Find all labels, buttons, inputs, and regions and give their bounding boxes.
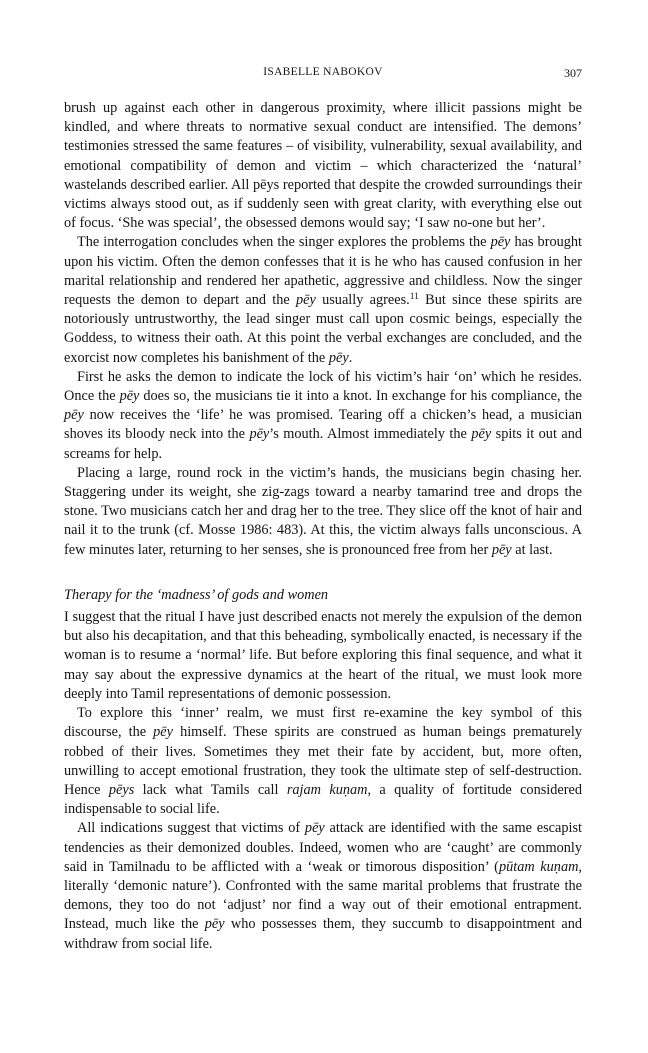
italic-term: pēy bbox=[119, 388, 140, 405]
italic-term: pēy bbox=[491, 541, 512, 558]
italic-term: pēy bbox=[249, 426, 270, 443]
body-text bbox=[64, 99, 582, 954]
italic-term: pēy bbox=[328, 349, 349, 366]
section-heading: Therapy for the ‘madness’ of gods and women bbox=[64, 586, 329, 603]
paragraph: To explore this ‘inner’ realm, we must first re-examine the key symbol of this discourse, the pēy himself. These spirits are construed as human beings prematurely robbed of their lives. Sometimes they met their fate by accident, but, more often, unwilling to accept emotional frustration, they took the ultimate step of self-destruction. Hence pēys lack what Tamils call rajam kuṇam, a quality of fortitude considered indispensable to social life. bbox=[64, 705, 583, 818]
page-number: 307 bbox=[564, 66, 582, 80]
running-head-author: ISABELLE NABOKOV bbox=[263, 66, 383, 78]
italic-term: pēys bbox=[108, 781, 135, 798]
italic-term: pēy bbox=[490, 234, 511, 251]
paragraph: brush up against each other in dangerous proximity, where illicit passions might be kindled, and where threats to normative sexual conduct are intensified. The demons’ testimonies stressed the same features – of visibility, vulnerability, sexual availability, and emotional compatibility of demon and victim – which characterized the ‘natural’ wastelands described earlier. All pēys reported that despite the crowded surroundings their victims always stood out, as if suddenly seen with great clarity, with everything else out of focus. ‘She was special’, the obsessed demons would say; ‘I saw no-one but her’. bbox=[64, 100, 582, 232]
italic-term: pēy bbox=[295, 292, 316, 309]
paragraph: The interrogation concludes when the singer explores the problems the pēy has brought upon his victim. Often the demon confesses that it is he who has caused confusion in her marital relationship and rendered her apathetic, aggressive and childless. Now the singer requests the demon to depart and the pēy usually agrees.$^{11}$ But since these spirits are notoriously untrustworthy, the lead singer must call upon cosmic beings, especially the Goddess, to witness their oath. At this point the verbal exchanges are concluded, and the exorcist now completes his banishment of the pēy. bbox=[64, 234, 583, 366]
paragraph: Placing a large, round rock in the victim’s hands, the musicians begin chasing her. Staggering under its weight, she zig-zags toward a nearby tamarind tree and drops the stone. Two musicians catch her and drag her to the tree. They slice off the knot of hair and nail it to the trunk (cf. Mosse 1986: 483). At this, the victim always falls unconscious. A few minutes later, returning to her senses, she is pronounced free from her pēy at last. bbox=[64, 464, 582, 558]
italic-term: pūtam kuṇam bbox=[498, 858, 579, 875]
italic-term: rajam kuṇam bbox=[286, 781, 368, 798]
italic-term: pēy bbox=[471, 426, 492, 443]
running-head bbox=[64, 66, 582, 84]
italic-term: pēy bbox=[64, 407, 84, 424]
footnote-marker: 11 bbox=[409, 292, 419, 303]
paragraph: First he asks the demon to indicate the lock of his victim’s hair ‘on’ which he resides. Once the pēy does so, the musicians tie it into a knot. In exchange for his compliance, the pēy now receives the ‘life’ he was promised. Tearing off a chicken’s head, a musician shoves its bloody neck into the pēy’s mouth. Almost immediately the pēy spits it out and screams for help. bbox=[64, 368, 583, 462]
italic-term: pēy bbox=[304, 820, 325, 837]
italic-term: pēy bbox=[204, 916, 225, 933]
italic-term: pēy bbox=[153, 724, 173, 741]
paragraph: All indications suggest that victims of pēy attack are identified with the same escapist tendencies as their demonized doubles. Indeed, women who are ‘caught’ are commonly said in Tamilnadu to be afflicted with a ‘weak or timorous disposition’ (pūtam kuṇam, literally ‘demonic nature’). Confronted with the same marital problems that frustrate the demons, they too do not ‘adjust’ nor find a way out of their emotional entrapment. Instead, much like the pēy who possesses them, they succumb to disappointment and withdraw from social life. bbox=[64, 820, 583, 952]
paragraph: I suggest that the ritual I have just described enacts not merely the expulsion of the demon but also his decapitation, and that this beheading, symbolically enacted, is necessary if the woman is to resume a ‘normal’ life. But before exploring this final sequence, and what it may say about the expressive dynamics at the heart of the ritual, we must look more deeply into Tamil representations of demonic possession. bbox=[64, 609, 582, 702]
